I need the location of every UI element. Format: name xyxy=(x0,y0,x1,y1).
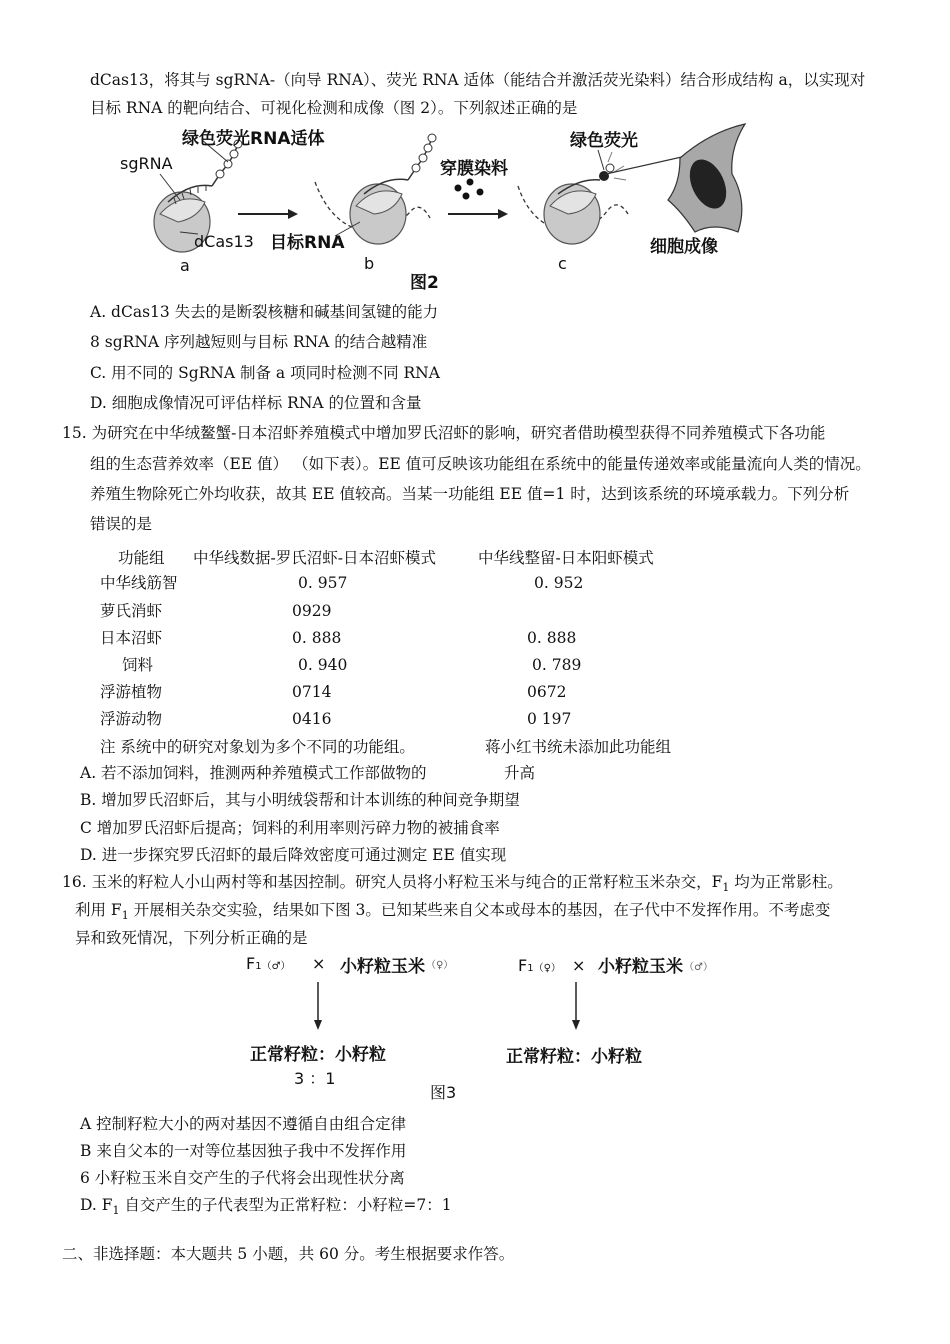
cell-image xyxy=(668,124,745,232)
label-c: c xyxy=(558,254,567,273)
q14-intro-line1: dCas13，将其与 sgRNA-（向导 RNA）、荧光 RNA 适体（能结合并激活荧光染料）结合形成结构 a，以实现对 xyxy=(90,71,866,89)
left-partner-sex: （♀） xyxy=(426,960,454,971)
subscript: 1 xyxy=(112,1204,120,1217)
table-row-label: 浮游植物 xyxy=(100,683,163,701)
q14-option-c: C. 用不同的 SgRNA 制备 a 项同时检测不同 RNA xyxy=(90,364,440,382)
table-cell: 0. 888 xyxy=(527,629,577,647)
q16-stem-line2-tail: 开展相关杂交实验，结果如下图 3。已知某些来自父本或母本的基因，在子代中不发挥作用。不考虑变 xyxy=(128,901,831,919)
label-b: b xyxy=(364,254,375,273)
table-note: 注 系统中的研究对象划为多个不同的功能组。 xyxy=(100,738,415,756)
figure-3 xyxy=(240,950,713,1102)
section-2-heading: 二、非选择题：本大题共 5 小题，共 60 分。考生根据要求作答。 xyxy=(62,1245,515,1263)
q15-option-d: D. 进一步探究罗氏沼虾的最后降效密度可通过测定 EE 值实现 xyxy=(80,846,507,864)
label-dcas13: dCas13 xyxy=(194,232,254,251)
table-row-label: 萝氏消虾 xyxy=(100,602,163,620)
table-cell: 0 197 xyxy=(527,710,572,728)
table-row-label: 日本沼虾 xyxy=(100,629,163,647)
q14-option-b: 8 sgRNA 序列越短则与目标 RNA 的结合越精准 xyxy=(90,333,428,351)
left-result: 正常籽粒：小籽粒 xyxy=(250,1045,386,1065)
label-sgrna: sgRNA xyxy=(120,154,173,173)
q15-option-c: C 增加罗氏沼虾后提高；饲料的利用率则污碎力物的被捕食率 xyxy=(80,819,500,837)
q15-stem-line1: 15. 为研究在中华绒鳌蟹-日本沼虾养殖模式中增加罗氏沼虾的影响，研究者借助模型获得不同养殖模式下各功能 xyxy=(62,424,826,442)
q16-option-b: B 来自父本的一对等位基因独子我中不发挥作用 xyxy=(80,1142,407,1160)
subscript: 1 xyxy=(121,909,129,922)
dye-dots xyxy=(455,179,484,200)
table-row-label: 浮游动物 xyxy=(100,710,163,728)
table-note-right: 蒋小红书统未添加此功能组 xyxy=(485,738,672,756)
table-cell: 0. 888 xyxy=(292,629,342,647)
table-header: 功能组 xyxy=(118,549,165,567)
table-header: 中华线整留-日本阳虾模式 xyxy=(478,549,654,567)
f-label: F xyxy=(518,956,528,975)
table-row-label: 中华线筋智 xyxy=(100,574,178,592)
cross-symbol: × xyxy=(312,954,326,973)
q16-option-c: 6 小籽粒玉米自交产生的子代将会出现性状分离 xyxy=(80,1169,405,1187)
q15-option-a-tail: 升高 xyxy=(504,764,536,782)
table-cell: 0. 789 xyxy=(532,656,582,674)
q16-stem-line1-text: 16. 玉米的籽粒人小山两村等和基因控制。研究人员将小籽粒玉米与纯合的正常籽粒玉米杂交，F xyxy=(62,873,723,891)
table-cell: 0714 xyxy=(292,683,332,701)
q14-intro-line2: 目标 RNA 的靶向结合、可视化检测和成像（图 2）。下列叙述正确的是 xyxy=(90,99,578,117)
structure-c xyxy=(518,150,695,244)
subscript: 1 xyxy=(722,881,730,894)
right-partner: 小籽粒玉米 xyxy=(598,957,683,977)
left-ratio: 3 ：1 xyxy=(294,1069,336,1088)
q16-stem-line1 xyxy=(62,872,843,894)
table-cell: 0. 940 xyxy=(298,656,348,674)
q16-stem-line1-tail: 均为正常影柱。 xyxy=(729,873,843,891)
label-green-fluorescence: 绿色荧光 xyxy=(570,131,638,151)
q16-option-d xyxy=(80,1195,452,1217)
label-a: a xyxy=(180,256,190,275)
table-header: 中华线数据-罗氏沼虾-日本沼虾模式 xyxy=(193,549,436,567)
label-target-rna: 目标RNA xyxy=(270,233,345,253)
q15-option-b: B. 增加罗氏沼虾后，其与小明绒袋帮和计本训练的种间竞争期望 xyxy=(80,791,520,809)
q14-option-d: D. 细胞成像情况可评估样标 RNA 的位置和含量 xyxy=(90,394,422,412)
q16-stem-line3: 异和致死情况，下列分析正确的是 xyxy=(75,929,308,947)
q16-option-d-tail: 自交产生的子代表型为正常籽粒：小籽粒=7：1 xyxy=(119,1196,452,1214)
table-cell: 0416 xyxy=(292,710,332,728)
q15-stem-line3: 养殖生物除死亡外均收获，故其 EE 值较高。当某一功能组 EE 值=1 时，达到该系统的环境承载力。下列分析 xyxy=(90,485,850,503)
cross-symbol: × xyxy=(572,956,586,975)
left-partner: 小籽粒玉米 xyxy=(340,957,425,977)
label-cell-imaging: 细胞成像 xyxy=(650,237,718,257)
q14-option-a: A. dCas13 失去的是断裂核糖和碱基间氢键的能力 xyxy=(90,303,439,321)
table-cell: 0. 957 xyxy=(298,574,348,592)
right-partner-sex: （♂） xyxy=(684,962,713,973)
right-result: 正常籽粒：小籽粒 xyxy=(506,1047,642,1067)
figure-2-caption: 图2 xyxy=(410,273,439,293)
q16-option-a: A 控制籽粒大小的两对基因不遵循自由组合定律 xyxy=(80,1115,407,1133)
figure-2 xyxy=(120,122,760,293)
f-sub: 1（♀） xyxy=(527,963,561,974)
table-cell: 0929 xyxy=(292,602,332,620)
table-cell: 0. 952 xyxy=(534,574,584,592)
q16-stem-line2-text: 利用 F xyxy=(75,901,122,919)
f-label: F xyxy=(246,954,256,973)
q15-stem-line2: 组的生态营养效率（EE 值） （如下表）。EE 值可反映该功能组在系统中的能量传递效率或能量流向人类的情况。 xyxy=(90,455,871,473)
f-sub: 1（♂） xyxy=(255,961,291,972)
table-row-label: 饲料 xyxy=(122,656,154,674)
label-membrane-dye: 穿膜染料 xyxy=(440,159,508,179)
q15-stem-line4: 错误的是 xyxy=(90,515,153,533)
q16-option-d-text: D. F xyxy=(80,1196,113,1214)
q15-option-a: A. 若不添加饲料，推测两种养殖模式工作部做物的 xyxy=(80,764,427,782)
label-aptamer: 绿色荧光RNA适体 xyxy=(182,129,325,149)
table-cell: 0672 xyxy=(527,683,567,701)
figure-3-caption: 图3 xyxy=(430,1083,457,1102)
q16-stem-line2 xyxy=(75,900,830,922)
